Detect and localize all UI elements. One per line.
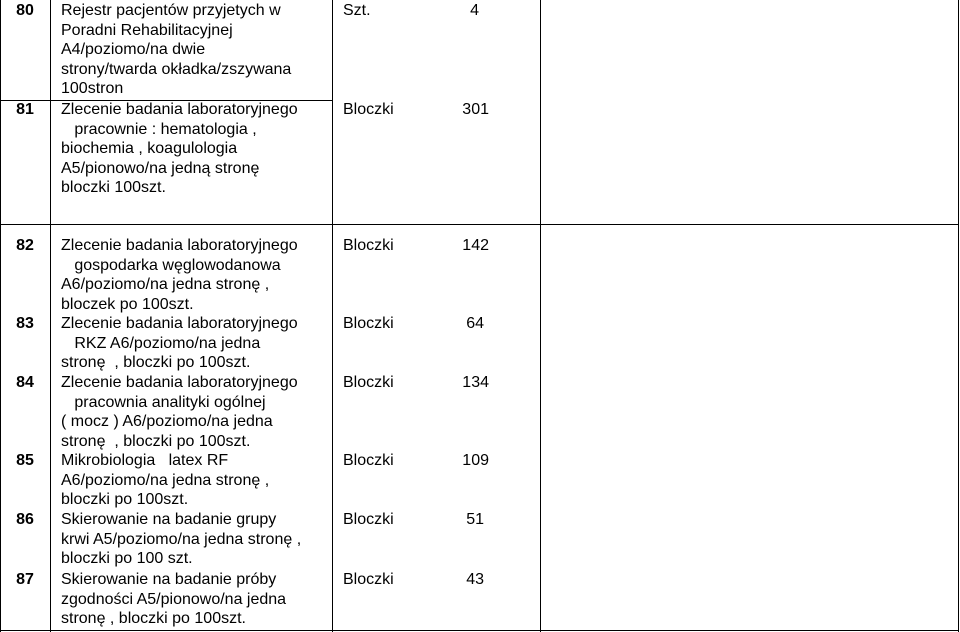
row-description: Mikrobiologia latex RF A6/poziomo/na jedna stronę , bloczki po 100szt. bbox=[61, 452, 270, 508]
row-unit: Szt. bbox=[343, 2, 371, 19]
column-divider-description bbox=[332, 0, 333, 632]
row-description: Skierowanie na badanie grupy krwi A5/poziomo/na jedna stronę , bloczki po 100 szt. bbox=[61, 511, 302, 567]
row-unit: Bloczki bbox=[343, 101, 394, 118]
row-quantity: 51 bbox=[466, 511, 484, 528]
row-quantity: 4 bbox=[470, 2, 479, 19]
row-unit: Bloczki bbox=[343, 315, 394, 332]
row-quantity: 301 bbox=[462, 101, 489, 118]
row-quantity: 109 bbox=[462, 452, 489, 469]
row-description: Zlecenie badania laboratoryjnego pracownia analityki ogólnej ( mocz ) A6/poziomo/na jedna stronę , bloczki po 100szt. bbox=[61, 374, 298, 450]
row-description: Zlecenie badania laboratoryjnego RKZ A6/poziomo/na jedna stronę , bloczki po 100szt. bbox=[61, 315, 298, 371]
row-unit: Bloczki bbox=[343, 571, 394, 588]
row-unit: Bloczki bbox=[343, 511, 394, 528]
column-divider-unit bbox=[540, 0, 541, 632]
row-number: 84 bbox=[16, 374, 34, 391]
row-number: 82 bbox=[16, 237, 34, 254]
row-divider bbox=[0, 630, 959, 631]
row-description: Zlecenie badania laboratoryjnego pracownie : hematologia , biochemia , koagulologia A5/pionowo/na jedną stronę bloczki 100szt. bbox=[61, 101, 298, 196]
row-quantity: 134 bbox=[462, 374, 489, 391]
row-number: 86 bbox=[16, 511, 34, 528]
row-description: Zlecenie badania laboratoryjnego gospodarka węglowodanowa A6/poziomo/na jedna stronę , bloczek po 100szt. bbox=[61, 237, 298, 313]
row-number: 87 bbox=[16, 571, 34, 588]
row-description: Skierowanie na badanie próby zgodności A5/pionowo/na jedna stronę , bloczki po 100szt. bbox=[61, 571, 287, 627]
row-number: 81 bbox=[16, 101, 34, 118]
table-border-right bbox=[958, 0, 959, 632]
row-unit: Bloczki bbox=[343, 374, 394, 391]
row-divider bbox=[0, 224, 959, 225]
row-quantity: 64 bbox=[466, 315, 484, 332]
row-unit: Bloczki bbox=[343, 452, 394, 469]
row-description: Rejestr pacjentów przyjetych w Poradni Rehabilitacyjnej A4/poziomo/na dwie strony/twarda okładka/zszywana 100stron bbox=[61, 2, 292, 97]
row-unit: Bloczki bbox=[343, 237, 394, 254]
row-number: 83 bbox=[16, 315, 34, 332]
column-divider-number bbox=[50, 0, 51, 632]
row-quantity: 43 bbox=[466, 571, 484, 588]
row-number: 85 bbox=[16, 452, 34, 469]
row-number: 80 bbox=[16, 2, 34, 19]
row-quantity: 142 bbox=[462, 237, 489, 254]
